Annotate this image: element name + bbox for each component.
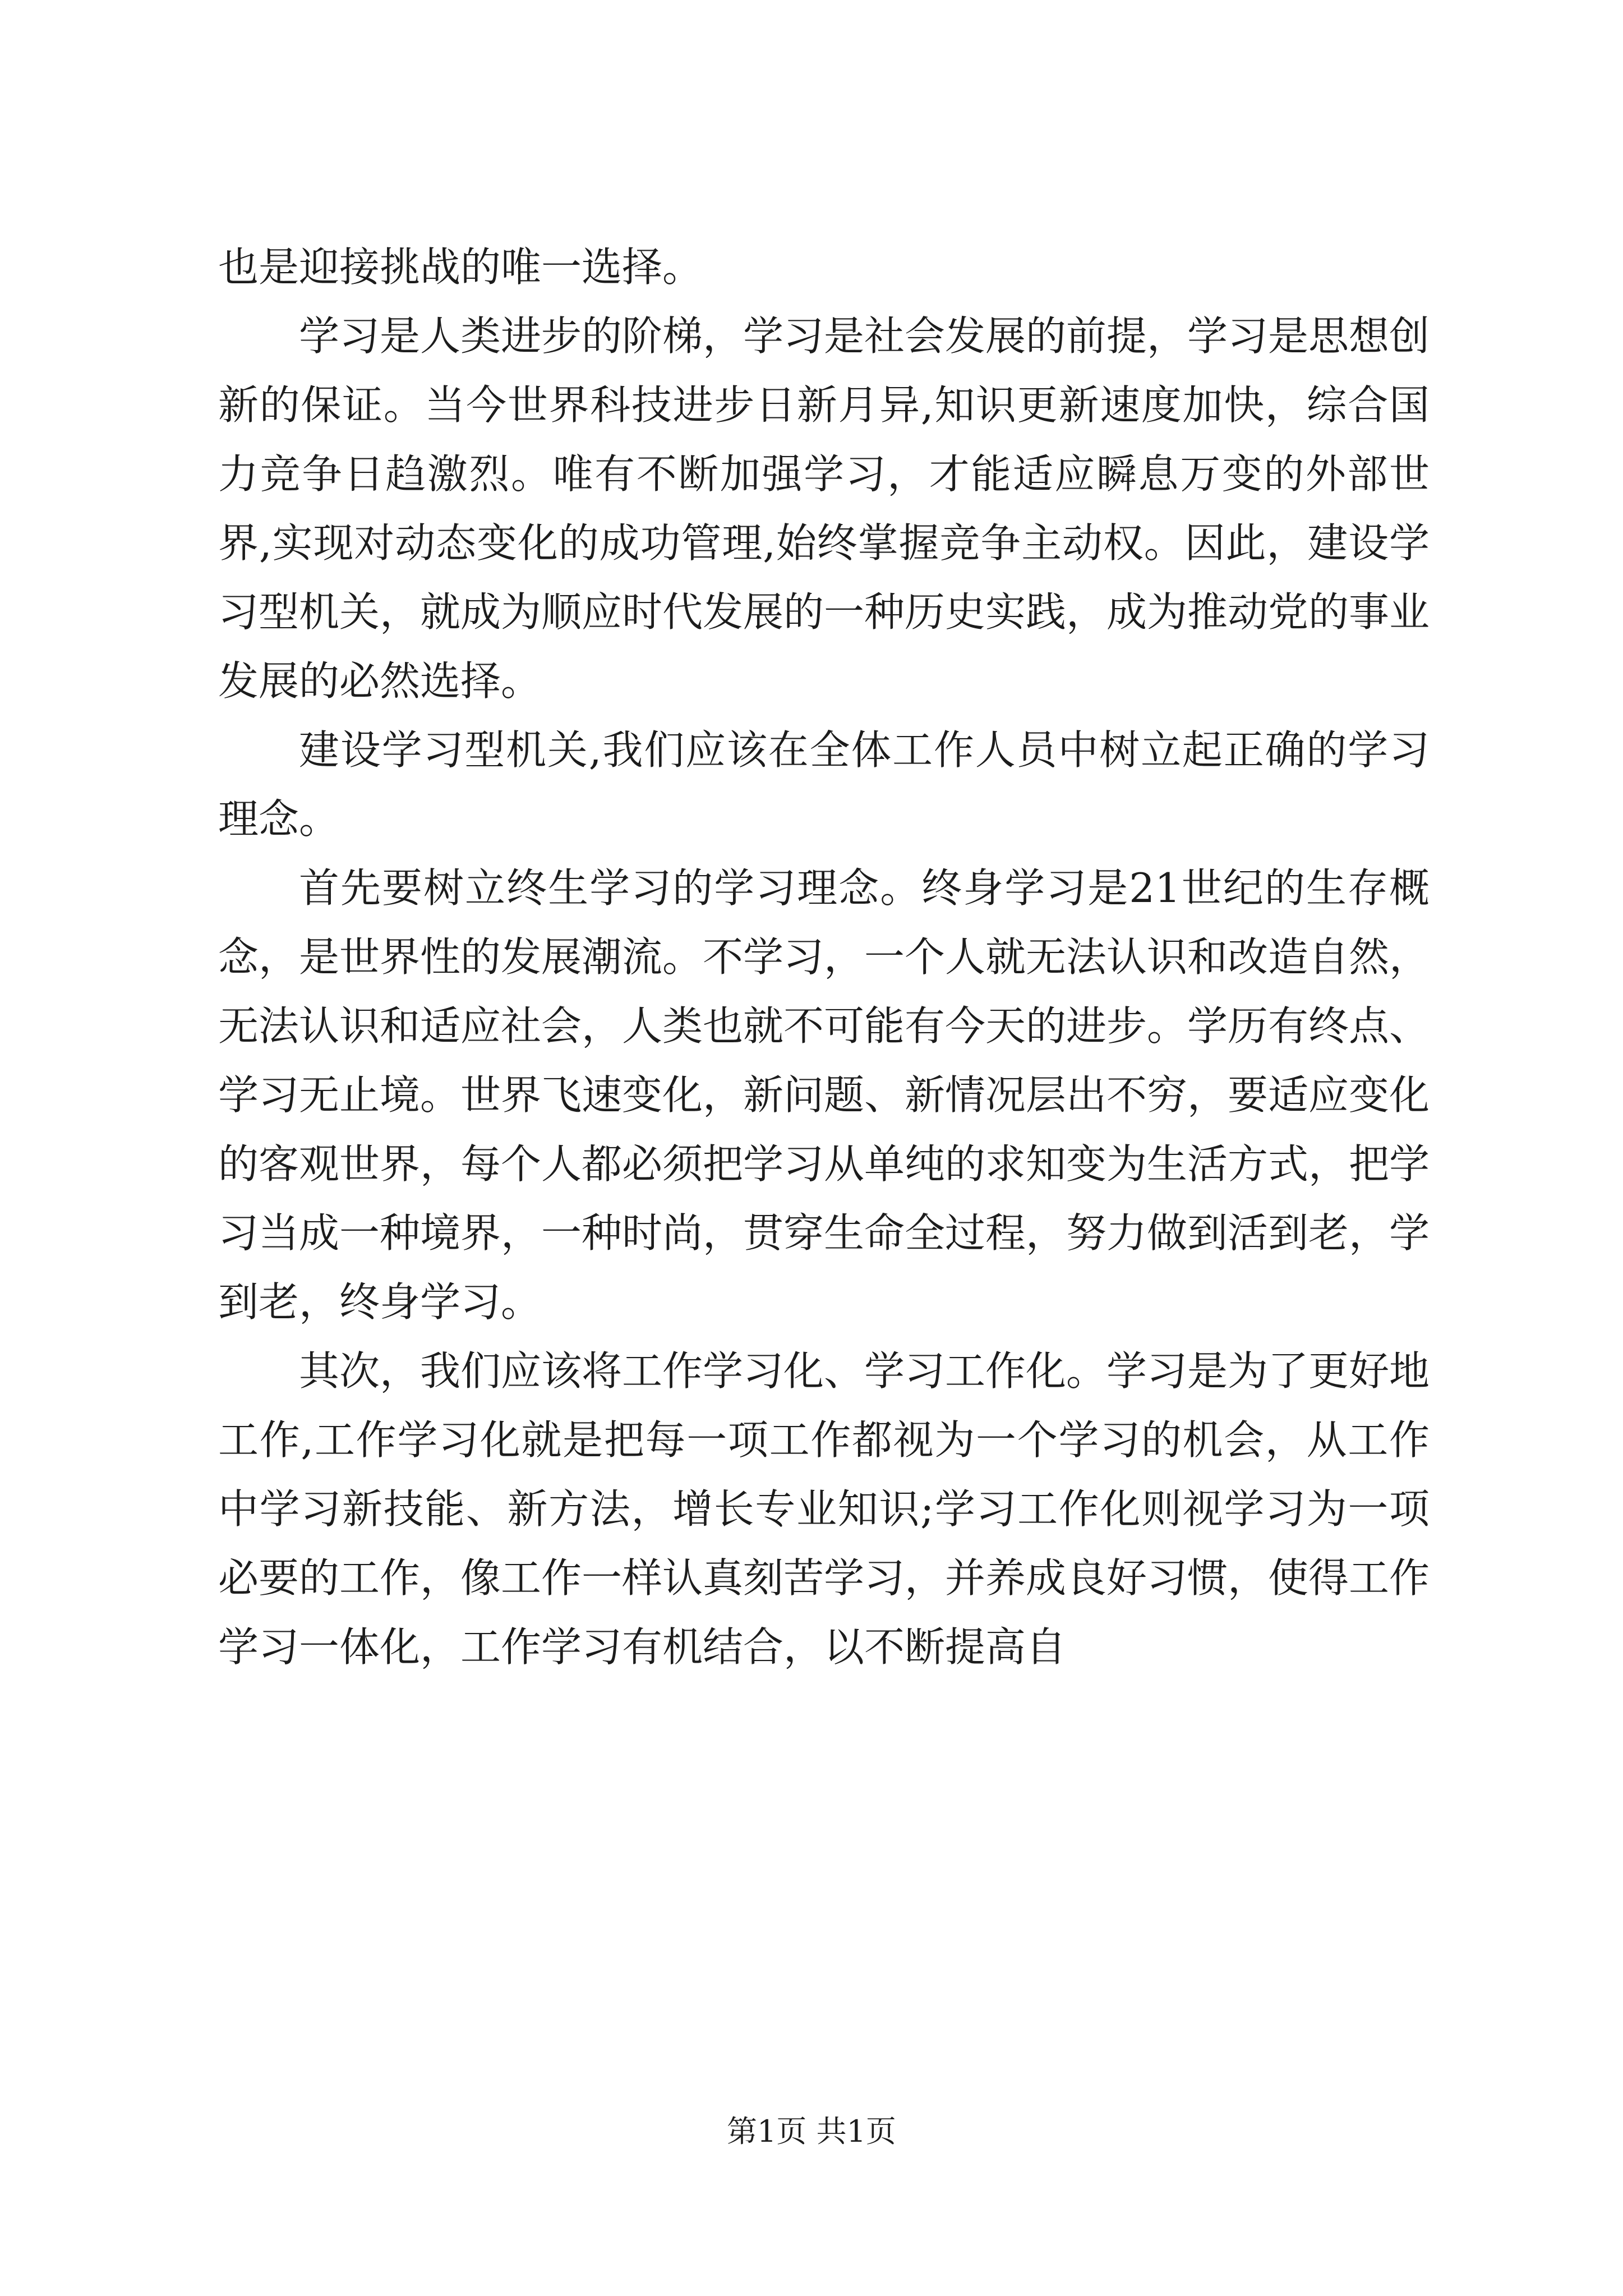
paragraph-1: 也是迎接挑战的唯一选择。 bbox=[218, 243, 703, 291]
paragraph-2: 学习是人类进步的阶梯，学习是社会发展的前提，学习是思想创新的保证。当今世界科技进步日新月异,知识更新速度加快，综合国力竞争日趋激烈。唯有不断加强学习，才能适应瞬息万变的外部世界,实现对动态变化的成功管理,始终掌握竞争主动权。因此，建设学习型机关，就成为顺应时代发展的一种历史实践，成为推动党的事业发展的必然选择。 bbox=[218, 312, 1430, 705]
paragraph-4: 首先要树立终生学习的学习理念。终身学习是21世纪的生存概念，是世界性的发展潮流。不学习，一个人就无法认识和改造自然，无法认识和适应社会，人类也就不可能有今天的进步。学历有终点、学习无止境。世界飞速变化，新问题、新情况层出不穷，要适应变化的客观世界，每个人都必须把学习从单纯的求知变为生活方式，把学习当成一种境界，一种时尚，贯穿生命全过程，努力做到活到老，学到老，终身学习。 bbox=[218, 864, 1430, 1326]
page-footer: 第1页 共1页 bbox=[727, 2114, 896, 2149]
document-body bbox=[218, 233, 1430, 1682]
paragraph-5: 其次，我们应该将工作学习化、学习工作化。学习是为了更好地工作,工作学习化就是把每一项工作都视为一个学习的机会，从工作中学习新技能、新方法，增长专业知识;学习工作化则视学习为一项必要的工作，像工作一样认真刻苦学习，并养成良好习惯，使得工作学习一体化，工作学习有机结合，以不断提高自 bbox=[218, 1347, 1430, 1671]
paragraph-3: 建设学习型机关,我们应该在全体工作人员中树立起正确的学习理念。 bbox=[218, 726, 1430, 843]
